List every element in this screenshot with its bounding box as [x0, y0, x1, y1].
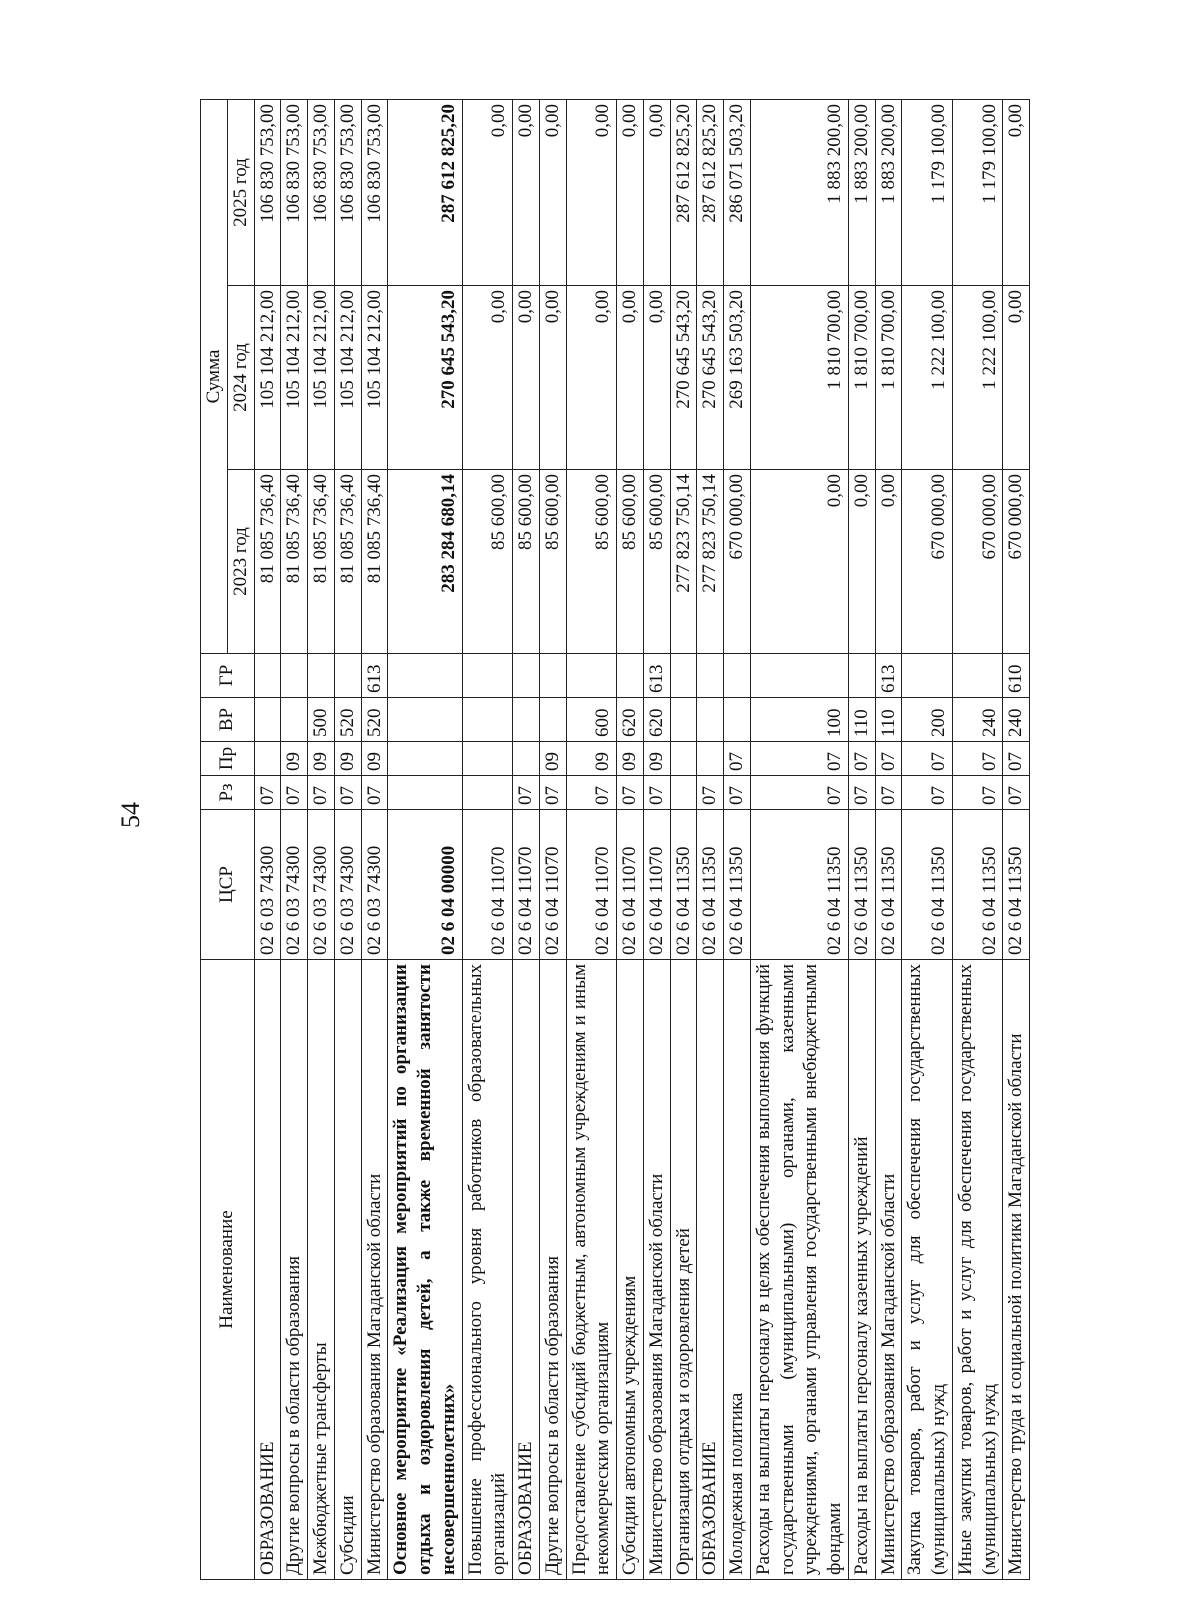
row-rz: 07 — [750, 776, 848, 810]
row-pr — [513, 742, 540, 776]
row-vr: 100 — [750, 698, 848, 742]
header-2023: 2023 год — [227, 470, 254, 654]
row-vr: 240 — [1003, 698, 1030, 742]
row-name: Расходы на выплаты персоналу казенных учреждений — [848, 960, 875, 1580]
row-csr: 02 6 03 74300 — [281, 810, 308, 960]
row-rz: 07 — [308, 776, 335, 810]
row-2024: 270 645 543,20 — [388, 286, 462, 470]
row-vr — [388, 698, 462, 742]
row-2024: 270 645 543,20 — [697, 286, 724, 470]
row-2023: 283 284 680,14 — [388, 470, 462, 654]
row-2024: 0,00 — [617, 286, 644, 470]
row-2025: 1 883 200,00 — [848, 100, 875, 286]
row-csr: 02 6 04 11350 — [902, 810, 953, 960]
row-2025: 1 179 100,00 — [902, 100, 953, 286]
row-gr — [697, 654, 724, 698]
row-vr: 520 — [361, 698, 388, 742]
row-2024: 270 645 543,20 — [670, 286, 697, 470]
row-vr: 520 — [334, 698, 361, 742]
row-gr — [539, 654, 566, 698]
table-row — [643, 100, 670, 1580]
row-2024: 105 104 212,00 — [361, 286, 388, 470]
row-pr — [462, 742, 513, 776]
row-csr: 02 6 04 11070 — [539, 810, 566, 960]
row-name: Министерство образования Магаданской области — [643, 960, 670, 1580]
row-csr: 02 6 04 11350 — [848, 810, 875, 960]
row-gr — [281, 654, 308, 698]
row-rz: 07 — [643, 776, 670, 810]
row-pr — [388, 742, 462, 776]
row-2023: 670 000,00 — [952, 470, 1003, 654]
row-2023: 85 600,00 — [643, 470, 670, 654]
row-2025: 106 830 753,00 — [254, 100, 281, 286]
row-gr — [254, 654, 281, 698]
row-vr — [724, 698, 751, 742]
table-row — [724, 100, 751, 1580]
table-row — [308, 100, 335, 1580]
row-2025: 0,00 — [539, 100, 566, 286]
table-row — [566, 100, 617, 1580]
row-gr — [308, 654, 335, 698]
table-row — [902, 100, 953, 1580]
row-2024: 105 104 212,00 — [254, 286, 281, 470]
row-rz: 07 — [1003, 776, 1030, 810]
row-gr — [670, 654, 697, 698]
row-name: ОБРАЗОВАНИЕ — [254, 960, 281, 1580]
row-rz: 07 — [902, 776, 953, 810]
row-csr: 02 6 04 11070 — [462, 810, 513, 960]
row-gr — [902, 654, 953, 698]
row-2024: 269 163 503,20 — [724, 286, 751, 470]
row-2025: 1 883 200,00 — [750, 100, 848, 286]
row-vr: 620 — [643, 698, 670, 742]
row-rz: 07 — [697, 776, 724, 810]
row-2025: 287 612 825,20 — [670, 100, 697, 286]
table-row — [697, 100, 724, 1580]
row-gr — [388, 654, 462, 698]
row-gr — [750, 654, 848, 698]
row-gr: 613 — [361, 654, 388, 698]
row-2023: 0,00 — [750, 470, 848, 654]
row-rz: 07 — [281, 776, 308, 810]
table-row — [617, 100, 644, 1580]
row-2023: 81 085 736,40 — [281, 470, 308, 654]
row-csr: 02 6 04 11350 — [952, 810, 1003, 960]
row-2024: 1 222 100,00 — [952, 286, 1003, 470]
row-rz: 07 — [617, 776, 644, 810]
rotated-table-container — [200, 100, 1027, 1580]
header-gr: ГР — [201, 654, 255, 698]
header-2025: 2025 год — [227, 100, 254, 286]
row-2023: 670 000,00 — [902, 470, 953, 654]
row-rz: 07 — [875, 776, 902, 810]
row-rz: 07 — [334, 776, 361, 810]
row-name: Другие вопросы в области образования — [539, 960, 566, 1580]
row-name: Иные закупки товаров, работ и услуг для обеспечения государственных (муниципальных) нужд — [952, 960, 1003, 1580]
table-row — [848, 100, 875, 1580]
row-pr: 09 — [566, 742, 617, 776]
table-row — [361, 100, 388, 1580]
table-row — [281, 100, 308, 1580]
row-2025: 1 883 200,00 — [875, 100, 902, 286]
row-csr: 02 6 04 11350 — [875, 810, 902, 960]
budget-table — [200, 99, 1030, 1580]
row-2024: 1 810 700,00 — [848, 286, 875, 470]
row-2024: 0,00 — [513, 286, 540, 470]
row-2024: 1 810 700,00 — [875, 286, 902, 470]
row-2025: 106 830 753,00 — [308, 100, 335, 286]
row-vr: 600 — [566, 698, 617, 742]
row-gr — [462, 654, 513, 698]
row-2025: 286 071 503,20 — [724, 100, 751, 286]
row-2025: 0,00 — [462, 100, 513, 286]
row-rz — [670, 776, 697, 810]
row-vr — [670, 698, 697, 742]
row-2025: 106 830 753,00 — [281, 100, 308, 286]
row-vr — [513, 698, 540, 742]
row-pr: 07 — [875, 742, 902, 776]
row-gr — [724, 654, 751, 698]
row-pr: 09 — [643, 742, 670, 776]
row-2025: 0,00 — [566, 100, 617, 286]
row-2023: 85 600,00 — [462, 470, 513, 654]
row-name: Повышение профессионального уровня работников образовательных организаций — [462, 960, 513, 1580]
row-rz: 07 — [539, 776, 566, 810]
row-2025: 0,00 — [643, 100, 670, 286]
row-name: Субсидии — [334, 960, 361, 1580]
row-vr — [254, 698, 281, 742]
row-vr — [539, 698, 566, 742]
row-vr: 500 — [308, 698, 335, 742]
row-rz: 07 — [848, 776, 875, 810]
row-gr — [952, 654, 1003, 698]
row-name: Расходы на выплаты персоналу в целях обеспечения выполнения функций государственными (муниципальными) органами, казенными учреждениями, органами управления государственными внебюджетными фондами — [750, 960, 848, 1580]
row-2024: 1 222 100,00 — [902, 286, 953, 470]
row-2025: 0,00 — [617, 100, 644, 286]
table-row — [952, 100, 1003, 1580]
row-gr — [513, 654, 540, 698]
row-2025: 106 830 753,00 — [334, 100, 361, 286]
row-csr: 02 6 04 11350 — [697, 810, 724, 960]
row-name: Субсидии автономным учреждениям — [617, 960, 644, 1580]
row-name: Закупка товаров, работ и услуг для обеспечения государственных (муниципальных) нужд — [902, 960, 953, 1580]
row-vr: 200 — [902, 698, 953, 742]
table-row — [388, 100, 462, 1580]
row-pr: 09 — [361, 742, 388, 776]
row-vr — [697, 698, 724, 742]
row-vr: 240 — [952, 698, 1003, 742]
row-2023: 277 823 750,14 — [697, 470, 724, 654]
row-2024: 105 104 212,00 — [308, 286, 335, 470]
row-2025: 287 612 825,20 — [697, 100, 724, 286]
header-name: Наименование — [201, 960, 255, 1580]
row-csr: 02 6 04 00000 — [388, 810, 462, 960]
row-2023: 81 085 736,40 — [334, 470, 361, 654]
table-row — [539, 100, 566, 1580]
row-pr: 09 — [308, 742, 335, 776]
header-sum: Сумма — [201, 100, 228, 654]
row-csr: 02 6 04 11070 — [617, 810, 644, 960]
header-pr: Пр — [201, 742, 255, 776]
row-csr: 02 6 03 74300 — [334, 810, 361, 960]
row-csr: 02 6 03 74300 — [361, 810, 388, 960]
row-name: Министерство образования Магаданской области — [875, 960, 902, 1580]
row-csr: 02 6 04 11070 — [643, 810, 670, 960]
row-pr — [670, 742, 697, 776]
row-csr: 02 6 04 11350 — [750, 810, 848, 960]
row-name: Министерство образования Магаданской области — [361, 960, 388, 1580]
row-rz: 07 — [952, 776, 1003, 810]
row-vr — [281, 698, 308, 742]
row-2023: 81 085 736,40 — [361, 470, 388, 654]
row-pr: 09 — [617, 742, 644, 776]
row-2023: 0,00 — [875, 470, 902, 654]
row-2023: 81 085 736,40 — [254, 470, 281, 654]
row-csr: 02 6 03 74300 — [254, 810, 281, 960]
row-2025: 287 612 825,20 — [388, 100, 462, 286]
table-row — [513, 100, 540, 1580]
row-vr — [462, 698, 513, 742]
row-pr: 07 — [952, 742, 1003, 776]
row-csr: 02 6 04 11070 — [513, 810, 540, 960]
row-rz: 07 — [566, 776, 617, 810]
row-2023: 81 085 736,40 — [308, 470, 335, 654]
row-2023: 277 823 750,14 — [670, 470, 697, 654]
row-name: Межбюджетные трансферты — [308, 960, 335, 1580]
row-vr: 110 — [875, 698, 902, 742]
row-vr: 110 — [848, 698, 875, 742]
row-csr: 02 6 04 11070 — [566, 810, 617, 960]
row-gr — [617, 654, 644, 698]
row-pr: 07 — [724, 742, 751, 776]
table-row — [1003, 100, 1030, 1580]
page-number: 54 — [116, 802, 145, 828]
row-rz — [388, 776, 462, 810]
row-rz: 07 — [513, 776, 540, 810]
row-2024: 0,00 — [566, 286, 617, 470]
row-2025: 0,00 — [513, 100, 540, 286]
row-2024: 1 810 700,00 — [750, 286, 848, 470]
table-row — [462, 100, 513, 1580]
row-rz: 07 — [254, 776, 281, 810]
table-row — [334, 100, 361, 1580]
row-name: Молодежная политика — [724, 960, 751, 1580]
row-pr — [697, 742, 724, 776]
row-pr: 07 — [1003, 742, 1030, 776]
header-2024: 2024 год — [227, 286, 254, 470]
row-vr: 620 — [617, 698, 644, 742]
row-2024: 0,00 — [643, 286, 670, 470]
row-gr: 613 — [643, 654, 670, 698]
table-row — [875, 100, 902, 1580]
row-csr: 02 6 03 74300 — [308, 810, 335, 960]
table-row — [670, 100, 697, 1580]
row-pr: 07 — [902, 742, 953, 776]
row-2023: 0,00 — [848, 470, 875, 654]
row-pr: 07 — [848, 742, 875, 776]
table-row — [254, 100, 281, 1580]
row-name: Организация отдыха и оздоровления детей — [670, 960, 697, 1580]
header-csr: ЦСР — [201, 810, 255, 960]
row-2023: 85 600,00 — [617, 470, 644, 654]
row-pr: 09 — [539, 742, 566, 776]
row-2023: 670 000,00 — [1003, 470, 1030, 654]
row-2024: 0,00 — [462, 286, 513, 470]
row-csr: 02 6 04 11350 — [724, 810, 751, 960]
row-name: Другие вопросы в области образования — [281, 960, 308, 1580]
row-2025: 1 179 100,00 — [952, 100, 1003, 286]
header-vr: ВР — [201, 698, 255, 742]
row-2024: 105 104 212,00 — [334, 286, 361, 470]
row-name: Основное мероприятие «Реализация мероприятий по организации отдыха и оздоровления детей, а также временной занятости несовершеннолетних» — [388, 960, 462, 1580]
row-pr: 09 — [334, 742, 361, 776]
row-gr: 613 — [875, 654, 902, 698]
header-rz: Рз — [201, 776, 255, 810]
row-csr: 02 6 04 11350 — [1003, 810, 1030, 960]
row-pr: 09 — [281, 742, 308, 776]
row-2024: 0,00 — [539, 286, 566, 470]
table-row — [750, 100, 848, 1580]
row-csr: 02 6 04 11350 — [670, 810, 697, 960]
row-pr: 07 — [750, 742, 848, 776]
row-2023: 85 600,00 — [513, 470, 540, 654]
row-gr — [566, 654, 617, 698]
row-name: Министерство труда и социальной политики Магаданской области — [1003, 960, 1030, 1580]
row-2023: 85 600,00 — [566, 470, 617, 654]
row-gr: 610 — [1003, 654, 1030, 698]
row-pr — [254, 742, 281, 776]
row-2024: 105 104 212,00 — [281, 286, 308, 470]
row-2025: 106 830 753,00 — [361, 100, 388, 286]
row-name: Предоставление субсидий бюджетным, автономным учреждениям и иным некоммерческим организациям — [566, 960, 617, 1580]
row-2024: 0,00 — [1003, 286, 1030, 470]
table-body — [254, 100, 1030, 1580]
row-2025: 0,00 — [1003, 100, 1030, 286]
row-2023: 670 000,00 — [724, 470, 751, 654]
row-name: ОБРАЗОВАНИЕ — [697, 960, 724, 1580]
row-rz: 07 — [724, 776, 751, 810]
row-2023: 85 600,00 — [539, 470, 566, 654]
row-name: ОБРАЗОВАНИЕ — [513, 960, 540, 1580]
row-gr — [334, 654, 361, 698]
row-rz — [462, 776, 513, 810]
row-rz: 07 — [361, 776, 388, 810]
row-gr — [848, 654, 875, 698]
